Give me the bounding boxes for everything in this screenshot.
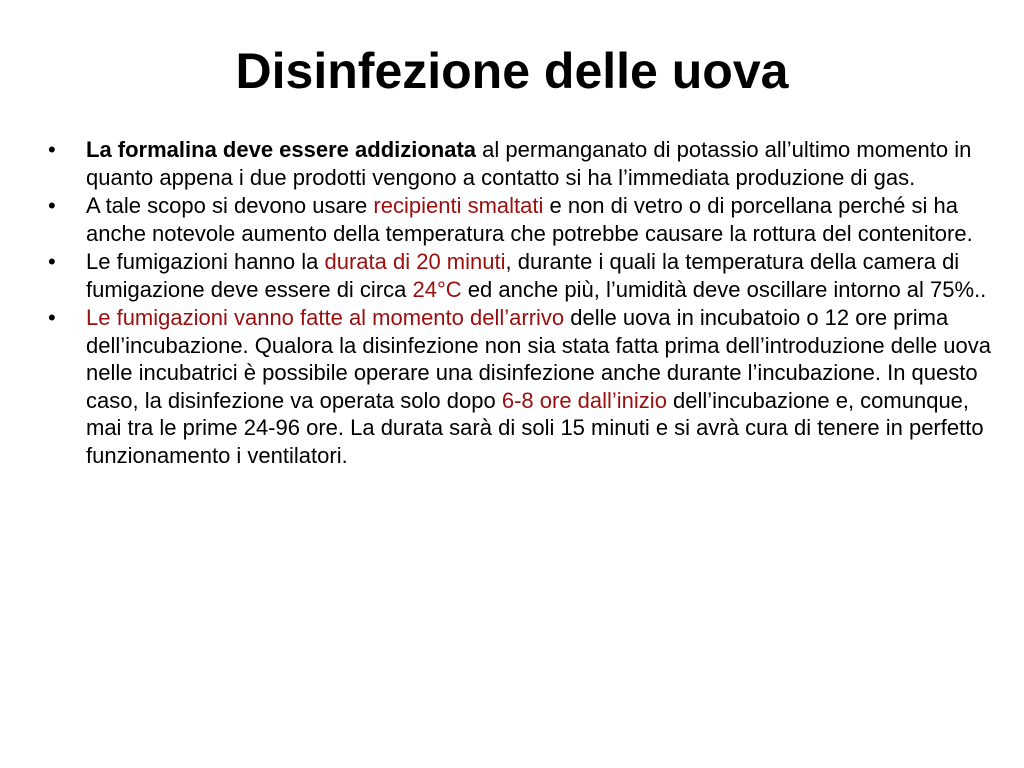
bullet-text: , durante i quali la temperatura della camera di fumigazione deve essere di circa (86, 249, 960, 302)
bullet-dot-icon: • (48, 137, 56, 162)
bullet-item-durata (48, 248, 998, 303)
bullet-highlight: 6-8 ore dall’inizio (501, 387, 667, 413)
bullet-highlight: durata di 20 minuti (324, 249, 506, 274)
bullet-text: e non di vetro o di porcellana perché si ha anche notevole aumento della temperatura che potrebbe causare la rottura del contenitore. (86, 193, 973, 246)
slide-title: Disinfezione delle uova (235, 43, 789, 99)
bullet-highlight: 24°C (412, 276, 462, 302)
bullet-bold-lead: La formalina deve essere addizionata (86, 137, 477, 162)
bullet-highlight: recipienti smaltati (373, 193, 544, 218)
bullet-item-formalina (48, 136, 998, 191)
bullet-text: ed anche più, l’umidità deve oscillare intorno al 75%.. (461, 276, 987, 302)
bullet-text: dell’incubazione e, comunque, mai tra le prime 24-96 ore. La durata sarà di soli 15 minuti e si avrà cura di tenere in perfetto funzionamento i ventilatori. (86, 387, 984, 468)
bullet-item-momento (48, 304, 998, 469)
bullet-dot-icon: • (48, 249, 56, 274)
bullet-highlight: Le fumigazioni vanno fatte al momento dell’arrivo (86, 305, 565, 330)
bullet-text: Le fumigazioni hanno la (86, 249, 325, 274)
bullet-text: delle uova in incubatoio o 12 ore prima dell’incubazione. Qualora la disinfezione non sia stata fatta prima dell’introduzione delle uova nelle incubatrici è possibile operare una disinfezione anche durante l’incubazione. In questo caso, la disinfezione va operata solo dopo (86, 305, 992, 413)
bullet-dot-icon: • (48, 193, 56, 218)
bullet-text: A tale scopo si devono usare (86, 193, 374, 218)
bullet-dot-icon: • (48, 305, 56, 330)
bullet-item-recipienti (48, 192, 998, 247)
bullet-list (48, 136, 998, 470)
bullet-text: al permanganato di potassio all’ultimo momento in quanto appena i due prodotti vengono a contatto si ha l’immediata produzione di gas. (86, 137, 972, 190)
